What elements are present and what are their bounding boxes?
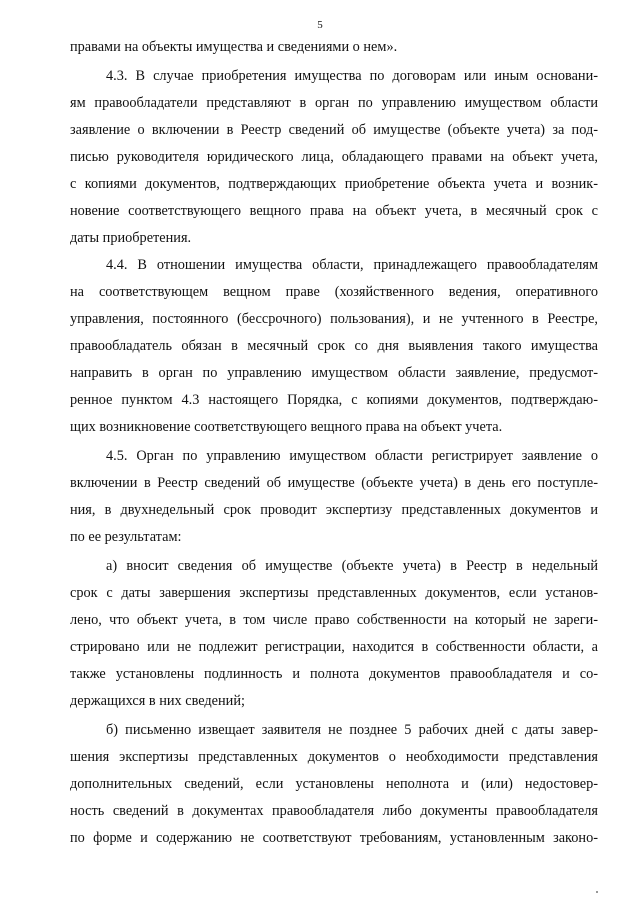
text-line: ния, в двухнедельный срок проводит экспертизу представленных документов и — [70, 502, 598, 518]
text-line: по ее результатам: — [70, 529, 182, 545]
scan-speck — [596, 891, 598, 893]
text-line: б) письменно извещает заявителя не позднее 5 рабочих дней с даты завер- — [106, 722, 598, 738]
text-line: на соответствующем вещном праве (хозяйственного ведения, оперативного — [70, 284, 598, 300]
text-line: включении в Реестр сведений об имуществе (объекте учета) в день его поступле- — [70, 475, 598, 491]
text-line: 4.3. В случае приобретения имущества по договорам или иным основани- — [106, 68, 598, 84]
text-line: также установлены подлинность и полнота документов правообладателя и со- — [70, 666, 598, 682]
text-line: 4.4. В отношении имущества области, принадлежащего правообладателям — [106, 257, 598, 273]
text-line: ям правообладатели представляют в орган по управлению имуществом области — [70, 95, 598, 111]
text-line: стрировано или не подлежит регистрации, находится в собственности области, а — [70, 639, 598, 655]
text-line: ность сведений в документах правообладателя либо документы правообладателя — [70, 803, 598, 819]
page-number: 5 — [317, 19, 323, 31]
text-line: по форме и содержанию не соответствуют требованиям, установленным законо- — [70, 830, 598, 846]
text-line: новение соответствующего вещного права на объект учета, в месячный срок с — [70, 203, 598, 219]
text-line: дополнительных сведений, если установлены неполнота и (или) недостовер- — [70, 776, 598, 792]
text-line: срок с даты завершения экспертизы представленных документов, если установ- — [70, 585, 598, 601]
text-line: правообладатель обязан в месячный срок со дня выявления такого имущества — [70, 338, 598, 354]
text-line: заявление о включении в Реестр сведений об имуществе (объекте учета) за под- — [70, 122, 598, 138]
text-line: шения экспертизы представленных документов о необходимости представления — [70, 749, 598, 765]
text-line: направить в орган по управлению имуществом области заявление, предусмот- — [70, 365, 598, 381]
text-line: держащихся в них сведений; — [70, 693, 245, 709]
text-line: ренное пунктом 4.3 настоящего Порядка, с копиями документов, подтверждаю- — [70, 392, 598, 408]
text-line: писью руководителя юридического лица, обладающего правами на объект учета, — [70, 149, 598, 165]
text-line: а) вносит сведения об имуществе (объекте учета) в Реестр в недельный — [106, 558, 598, 574]
text-line: лено, что объект учета, в том числе право собственности на который не зареги- — [70, 612, 598, 628]
text-line: 4.5. Орган по управлению имуществом области регистрирует заявление о — [106, 448, 598, 464]
text-line: даты приобретения. — [70, 230, 192, 246]
text-line: управления, постоянного (бессрочного) пользования), и не учтенного в Реестре, — [70, 311, 598, 327]
text-line: с копиями документов, подтверждающих приобретение объекта учета и возник- — [70, 176, 598, 192]
text-line: правами на объекты имущества и сведениями о нем». — [70, 39, 398, 55]
text-line: щих возникновение соответствующего вещного права на объект учета. — [70, 419, 503, 435]
